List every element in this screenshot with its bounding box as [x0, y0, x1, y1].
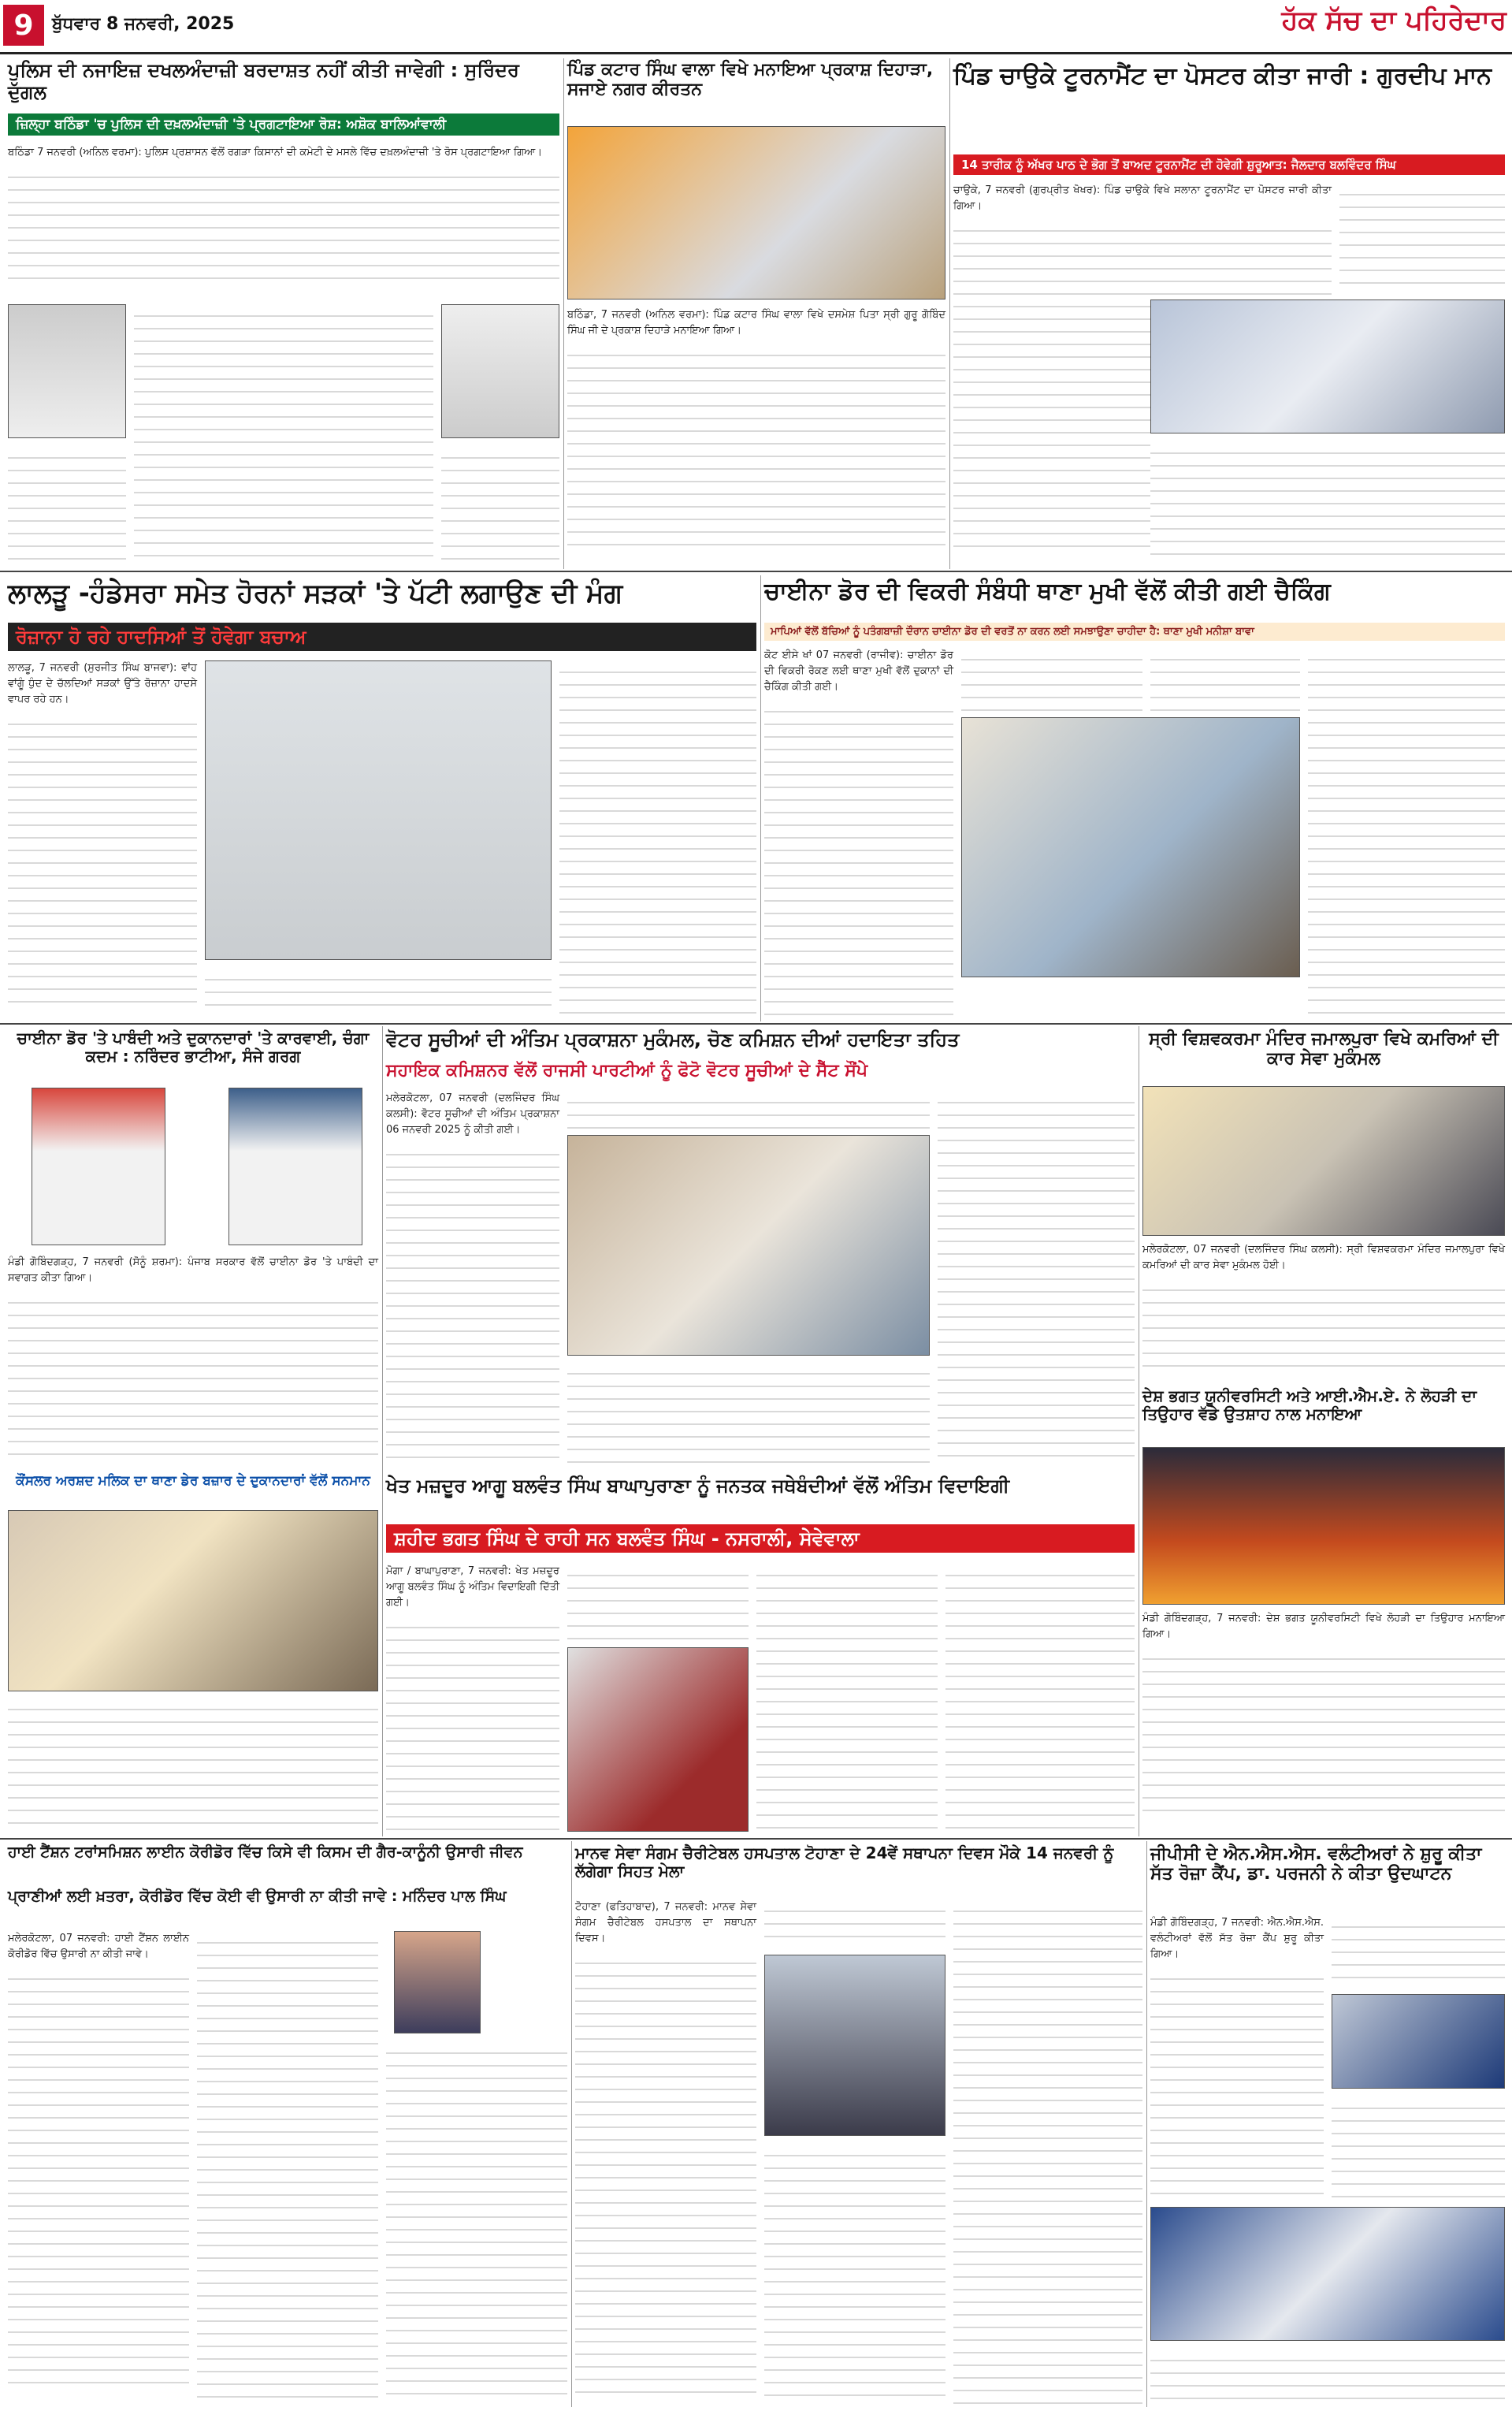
text-lines [945, 1564, 1135, 1832]
text-lines [8, 1291, 378, 1457]
text-lines [1308, 648, 1505, 1017]
section-rule [0, 1838, 1512, 1840]
text-lines [961, 648, 1142, 711]
story-headline: ਖੇਤ ਮਜ਼ਦੂਰ ਆਗੂ ਬਲਵੰਤ ਸਿੰਘ ਬਾਘਾਪੁਰਾਣਾ ਨੂੰ ਜਨਤਕ ਜਥੇਬੰਦੀਆਂ ਵੱਲੋਂ ਅੰਤਿਮ ਵਿਦਾਇਗੀ [386, 1475, 1010, 1497]
text-lines [1150, 1967, 1324, 2196]
text-lines [1150, 441, 1505, 564]
story-headline: ਹਾਈ ਟੈਂਸ਼ਨ ਟਰਾਂਸਮਿਸ਼ਨ ਲਾਈਨ ਕੋਰੀਡੋਰ ਵਿੱਚ ਕਿਸੇ ਵੀ ਕਿਸਮ ਦੀ ਗੈਰ-ਕਾਨੂੰਨੀ ਉਸਾਰੀ ਜੀਵਨ [8, 1844, 523, 1861]
news-photo [32, 1088, 165, 1245]
story-subheadline: 14 ਤਾਰੀਕ ਨੂੰ ਅੱਖਰ ਪਾਠ ਦੇ ਭੋਗ ਤੋਂ ਬਾਅਦ ਟੂਰਨਾਮੈਂਟ ਦੀ ਹੋਵੇਗੀ ਸ਼ੁਰੂਆਤ: ਜੈਲਦਾਰ ਬਲਵਿੰਦਰ ਸਿੰਘ [953, 154, 1505, 175]
section-rule [0, 1023, 1512, 1025]
text-lines [134, 304, 433, 564]
story-lead: ਮੰਡੀ ਗੋਬਿੰਦਗੜ੍ਹ, 7 ਜਨਵਰੀ: ਦੇਸ਼ ਭਗਤ ਯੂਨੀਵਰਸਿਟੀ ਵਿਖੇ ਲੋਹੜੀ ਦਾ ਤਿਉਹਾਰ ਮਨਾਇਆ ਗਿਆ। [1142, 1613, 1505, 1641]
story-subheadline: ਪ੍ਰਾਣੀਆਂ ਲਈ ਖ਼ਤਰਾ, ਕੋਰੀਡੋਰ ਵਿੱਚ ਕੋਈ ਵੀ ਉਸਾਰੀ ਨਾ ਕੀਤੀ ਜਾਵੇ : ਮਨਿੰਦਰ ਪਾਲ ਸਿੰਘ [8, 1888, 507, 1905]
news-photo [1332, 1994, 1505, 2089]
news-photo [1150, 2207, 1505, 2341]
text-lines [567, 1362, 930, 1468]
story-headline: ਚਾਈਨਾ ਡੋਰ 'ਤੇ ਪਾਬੰਦੀ ਅਤੇ ਦੁਕਾਨਦਾਰਾਂ 'ਤੇ ਕਾਰਵਾਈ, ਚੰਗਾ ਕਦਮ : ਨਰਿੰਦਰ ਭਾਟੀਆ, ਸੰਜੇ ਗਰਗ [17, 1029, 370, 1066]
text-lines [8, 1967, 189, 2385]
news-photo [8, 304, 126, 438]
story-body [8, 145, 559, 300]
story-headline: ਸ੍ਰੀ ਵਿਸ਼ਵਕਰਮਾ ਮੰਦਿਰ ਜਮਾਲਪੁਰਾ ਵਿਖੇ ਕਮਰਿਆਂ ਦੀ ਕਾਰ ਸੇਵਾ ਮੁਕੰਮਲ [1149, 1029, 1499, 1070]
text-lines [386, 2041, 567, 2404]
text-lines [8, 713, 197, 1012]
story-subheadline: ਜ਼ਿਲ੍ਹਾ ਬਠਿੰਡਾ 'ਚ ਪੁਲਿਸ ਦੀ ਦਖ਼ਲਅੰਦਾਜ਼ੀ 'ਤੇ ਪ੍ਰਗਟਾਇਆ ਰੋਸ਼: ਅਸ਼ੋਕ ਬਾਲਿਆਂਵਾਲੀ [8, 113, 559, 136]
story-body [575, 1899, 756, 2404]
text-lines [953, 1899, 1142, 2404]
text-lines [1332, 1915, 1505, 1986]
news-photo [567, 126, 945, 300]
story-lead: ਚਾਉਕੇ, 7 ਜਨਵਰੀ (ਗੁਰਪ੍ਰੀਤ ਖੋਖਰ): ਪਿੰਡ ਚਾਉਕੇ ਵਿਖੇ ਸਲਾਨਾ ਟੂਰਨਾਮੈਂਟ ਦਾ ਪੋਸਟਰ ਜਾਰੀ ਕੀਤਾ ਗਿਆ। [953, 184, 1332, 213]
story-headline: ਦੇਸ਼ ਭਗਤ ਯੂਨੀਵਰਸਿਟੀ ਅਤੇ ਆਈ.ਐਮ.ਏ. ਨੇ ਲੋਹੜੀ ਦਾ ਤਿਉਹਾਰ ਵੱਡੇ ਉਤਸ਼ਾਹ ਨਾਲ ਮਨਾਇਆ [1142, 1386, 1477, 1423]
column-rule [1146, 1841, 1147, 2407]
story-headline: ਲਾਲੜੂ -ਹੰਡੇਸਰਾ ਸਮੇਤ ਹੋਰਨਾਂ ਸੜਕਾਂ 'ਤੇ ਪੱਟੀ ਲਗਾਉਣ ਦੀ ਮੰਗ [8, 578, 623, 609]
story-subheadline: ਰੋਜ਼ਾਨਾ ਹੋ ਰਹੇ ਹਾਦਸਿਆਂ ਤੋਂ ਹੋਵੇਗਾ ਬਚਾਅ [8, 623, 756, 651]
story-subheadline: ਸਹਾਇਕ ਕਮਿਸ਼ਨਰ ਵੱਲੋਂ ਰਾਜਸੀ ਪਾਰਟੀਆਂ ਨੂੰ ਫੋਟੋ ਵੋਟਰ ਸੂਚੀਆਂ ਦੇ ਸੈੱਟ ਸੌਂਪੇ [386, 1061, 868, 1081]
text-lines [1142, 1647, 1505, 1821]
story-lead: ਲਾਲੜੂ, 7 ਜਨਵਰੀ (ਸੁਰਜੀਤ ਸਿੰਘ ਬਾਜਵਾ): ਵਾਂਹ ਵਾਂਗੂੰ ਧੁੰਦ ਦੇ ਚੱਲਦਿਆਂ ਸੜਕਾਂ ਉੱਤੇ ਰੋਜ਼ਾਨਾ ਹਾਦਸੇ ਵਾਪਰ ਰਹੇ ਹਨ। [8, 662, 197, 706]
text-lines [567, 344, 945, 556]
column-rule [571, 1841, 572, 2407]
column-rule [760, 575, 761, 1021]
story-lead: ਮਲੇਰਕੋਟਲਾ, 07 ਜਨਵਰੀ: ਹਾਈ ਟੈਂਸ਼ਨ ਲਾਈਨ ਕੋਰੀਡੋਰ ਵਿੱਚ ਉਸਾਰੀ ਨਾ ਕੀਤੀ ਜਾਵੇ। [8, 1933, 189, 1961]
text-lines [386, 1616, 559, 1836]
masthead-logo: ਹੱਕ ਸੱਚ ਦਾ ਪਹਿਰੇਦਾਰ [1281, 5, 1506, 36]
story-lead: ਕੋਟ ਈਸੇ ਖਾਂ 07 ਜਨਵਰੀ (ਰਾਜੀਵ): ਚਾਈਨਾ ਡੋਰ ਦੀ ਵਿਕਰੀ ਰੋਕਣ ਲਈ ਥਾਣਾ ਮੁਖੀ ਵੱਲੋਂ ਦੁਕਾਨਾਂ ਦੀ ਚੈਕਿੰਗ ਕੀਤੀ ਗਈ। [764, 649, 953, 694]
story-body [567, 307, 945, 564]
story-lead: ਮਲੇਰਕੋਟਲਾ, 07 ਜਨਵਰੀ (ਦਲਜਿੰਦਰ ਸਿੰਘ ਕਲਸੀ): ਸ੍ਰੀ ਵਿਸ਼ਵਕਰਮਾ ਮੰਦਿਰ ਜਮਾਲਪੁਰਾ ਵਿਖੇ ਕਮਰਿਆਂ ਦੀ ਕਾਰ ਸੇਵਾ ਮੁਕੰਮਲ ਹੋਈ। [1142, 1244, 1505, 1272]
text-lines [567, 1091, 930, 1129]
column-rule [949, 58, 950, 569]
story-body [386, 1091, 559, 1468]
text-lines [1142, 1278, 1505, 1373]
story-headline: ਕੌਂਸਲਰ ਅਰਸ਼ਦ ਮਲਿਕ ਦਾ ਥਾਣਾ ਡੇਰ ਬਜ਼ਾਰ ਦੇ ਦੁਕਾਨਦਾਰਾਂ ਵੱਲੋਂ ਸਨਮਾਨ [16, 1473, 370, 1489]
text-lines [1150, 2349, 1505, 2404]
text-lines [1339, 183, 1505, 293]
text-lines [575, 1951, 756, 2401]
date-line: ਬੁੱਧਵਾਰ 8 ਜਨਵਰੀ, 2025 [52, 14, 235, 34]
news-photo [764, 1955, 945, 2136]
story-headline: ਵੋਟਰ ਸੂਚੀਆਂ ਦੀ ਅੰਤਿਮ ਪ੍ਰਕਾਸ਼ਨਾ ਮੁਕੰਮਲ, ਚੋਣ ਕਮਿਸ਼ਨ ਦੀਆਂ ਹਦਾਇਤਾ ਤਹਿਤ [386, 1029, 960, 1051]
story-lead: ਟੋਹਾਣਾ (ਫਤਿਹਾਬਾਦ), 7 ਜਨਵਰੀ: ਮਾਨਵ ਸੇਵਾ ਸੰਗਮ ਚੈਰੀਟੇਬਲ ਹਸਪਤਾਲ ਦਾ ਸਥਾਪਨਾ ਦਿਵਸ। [575, 1901, 756, 1945]
story-body [8, 1931, 189, 2404]
story-headline: ਮਾਨਵ ਸੇਵਾ ਸੰਗਮ ਚੈਰੀਟੇਬਲ ਹਸਪਤਾਲ ਟੋਹਾਣਾ ਦੇ 24ਵੇਂ ਸਥਾਪਨਾ ਦਿਵਸ ਮੌਕੇ 14 ਜਨਵਰੀ ਨੂੰ ਲੱਗੇਗਾ ਸਿਹਤ ਮੇਲਾ [575, 1844, 1114, 1881]
story-lead: ਬਠਿੰਡਾ 7 ਜਨਵਰੀ (ਅਨਿਲ ਵਰਮਾ): ਪੁਲਿਸ ਪ੍ਰਸ਼ਾਸਨ ਵੱਲੋਂ ਰਗੜਾ ਕਿਸਾਨਾਂ ਦੀ ਕਮੇਟੀ ਦੇ ਮਸਲੇ ਵਿੱਚ ਦਖ਼ਲਅੰਦਾਜ਼ੀ 'ਤੇ ਰੋਸ ਪ੍ਰਗਟਾਇਆ ਗਿਆ। [8, 147, 543, 158]
header-rule [0, 52, 1512, 54]
text-lines [441, 446, 559, 564]
story-lead: ਮੋਗਾ / ਬਾਘਾਪੁਰਾਣਾ, 7 ਜਨਵਰੀ: ਖੇਤ ਮਜ਼ਦੂਰ ਆਗੂ ਬਲਵੰਤ ਸਿੰਘ ਨੂੰ ਅੰਤਿਮ ਵਿਦਾਇਗੀ ਦਿੱਤੀ ਗਈ। [386, 1565, 559, 1609]
text-lines [205, 968, 552, 1017]
story-body [8, 660, 197, 1017]
text-lines [764, 1899, 945, 1947]
story-lead: ਮੰਡੀ ਗੋਬਿੰਦਗੜ੍ਹ, 7 ਜਨਵਰੀ (ਸੋਨੂੰ ਸ਼ਰਮਾ): ਪੰਜਾਬ ਸਰਕਾਰ ਵੱਲੋਂ ਚਾਈਨਾ ਡੋਰ 'ਤੇ ਪਾਬੰਦੀ ਦਾ ਸਵਾਗਤ ਕੀਤਾ ਗਿਆ। [8, 1256, 378, 1285]
text-lines [764, 2144, 945, 2404]
news-photo [567, 1647, 749, 1832]
text-lines [8, 1698, 378, 1832]
news-photo [961, 717, 1300, 977]
story-headline: ਪਿੰਡ ਕਟਾਰ ਸਿੰਘ ਵਾਲਾ ਵਿਖੇ ਮਨਾਇਆ ਪ੍ਰਕਾਸ਼ ਦਿਹਾੜਾ, ਸਜਾਏ ਨਗਰ ਕੀਰਤਨ [567, 60, 934, 100]
story-headline: ਪਿੰਡ ਚਾਉਕੇ ਟੂਰਨਾਮੈਂਟ ਦਾ ਪੋਸਟਰ ਕੀਤਾ ਜਾਰੀ : ਗੁਰਦੀਪ ਮਾਨ [953, 62, 1492, 90]
text-lines [197, 1931, 378, 2404]
story-lead: ਮੰਡੀ ਗੋਬਿੰਦਗੜ੍ਹ, 7 ਜਨਵਰੀ: ਐਨ.ਐਸ.ਐਸ. ਵਲੰਟੀਅਰਾਂ ਵੱਲੋਂ ਸੱਤ ਰੋਜ਼ਾ ਕੈਂਪ ਸ਼ੁਰੂ ਕੀਤਾ ਗਿਆ। [1150, 1917, 1324, 1961]
story-body [1142, 1242, 1505, 1381]
story-subheadline: ਸ਼ਹੀਦ ਭਗਤ ਸਿੰਘ ਦੇ ਰਾਹੀ ਸਨ ਬਲਵੰਤ ਸਿੰਘ - ਨਸਰਾਲੀ, ਸੇਵੇਵਾਲਾ [386, 1524, 1135, 1553]
column-rule [563, 58, 564, 569]
text-lines [1150, 648, 1300, 711]
text-lines [567, 1564, 749, 1641]
text-lines [386, 1143, 559, 1466]
story-body [1150, 1915, 1324, 2199]
text-lines [8, 166, 559, 284]
news-photo [228, 1088, 362, 1245]
text-lines [756, 1564, 938, 1832]
news-photo [394, 1931, 481, 2033]
text-lines [1332, 2097, 1505, 2199]
news-photo [205, 660, 552, 960]
story-body [8, 1255, 378, 1468]
news-photo [8, 1510, 378, 1691]
story-body [386, 1564, 559, 1832]
story-headline: ਜੀਪੀਸੀ ਦੇ ਐਨ.ਐਸ.ਐਸ. ਵਲੰਟੀਅਰਾਂ ਨੇ ਸ਼ੁਰੂ ਕੀਤਾ ਸੱਤ ਰੋਜ਼ਾ ਕੈਂਪ, ਡਾ. ਪਰਜਨੀ ਨੇ ਕੀਤਾ ਉਦਘਾਟਨ [1150, 1844, 1482, 1885]
news-photo [1142, 1447, 1505, 1605]
text-lines [764, 700, 953, 1015]
page-number: 9 [3, 5, 44, 46]
news-photo [1142, 1086, 1505, 1236]
news-photo [567, 1135, 930, 1356]
story-body [764, 648, 953, 1017]
story-lead: ਬਠਿੰਡਾ, 7 ਜਨਵਰੀ (ਅਨਿਲ ਵਰਮਾ): ਪਿੰਡ ਕਟਾਰ ਸਿੰਘ ਵਾਲਾ ਵਿਖੇ ਦਸਮੇਸ਼ ਪਿਤਾ ਸ੍ਰੀ ਗੁਰੂ ਗੋਬਿੰਦ ਸਿੰਘ ਜੀ ਦੇ ਪ੍ਰਕਾਸ਼ ਦਿਹਾੜੇ ਮਨਾਇਆ ਗਿਆ। [567, 309, 945, 337]
story-lead: ਮਲੇਰਕੋਟਲਾ, 07 ਜਨਵਰੀ (ਦਲਜਿੰਦਰ ਸਿੰਘ ਕਲਸੀ): ਵੋਟਰ ਸੂਚੀਆਂ ਦੀ ਅੰਤਿਮ ਪ੍ਰਕਾਸ਼ਨਾ 06 ਜਨਵਰੀ 2025 ਨੂੰ ਕੀਤੀ ਗਈ। [386, 1092, 559, 1137]
column-rule [382, 1026, 383, 1836]
story-subheadline: ਮਾਪਿਆਂ ਵੱਲੋਂ ਬੱਚਿਆਂ ਨੂੰ ਪਤੰਗਬਾਜ਼ੀ ਦੌਰਾਨ ਚਾਈਨਾ ਡੋਰ ਦੀ ਵਰਤੋਂ ਨਾ ਕਰਨ ਲਈ ਸਮਝਾਉਣਾ ਚਾਹੀਦਾ ਹੈ: ਥਾਣਾ ਮੁਖੀ ਮਨੀਸ਼ਾ ਬਾਵਾ [764, 623, 1505, 641]
text-lines [559, 660, 756, 1017]
news-photo [1150, 300, 1505, 433]
story-body [1142, 1611, 1505, 1832]
text-lines [8, 446, 126, 564]
text-lines [938, 1091, 1135, 1468]
story-headline: ਚਾਈਨਾ ਡੋਰ ਦੀ ਵਿਕਰੀ ਸੰਬੰਧੀ ਥਾਣਾ ਮੁਖੀ ਵੱਲੋਂ ਕੀਤੀ ਗਈ ਚੈਕਿੰਗ [764, 578, 1331, 605]
story-headline: ਪੁਲਿਸ ਦੀ ਨਜਾਇਜ਼ ਦਖਲਅੰਦਾਜ਼ੀ ਬਰਦਾਸ਼ਤ ਨਹੀਂ ਕੀਤੀ ਜਾਵੇਗੀ : ਸੁਰਿੰਦਰ ਦੁੱਗਲ [8, 59, 519, 103]
section-rule [0, 571, 1512, 572]
news-photo [441, 304, 559, 438]
